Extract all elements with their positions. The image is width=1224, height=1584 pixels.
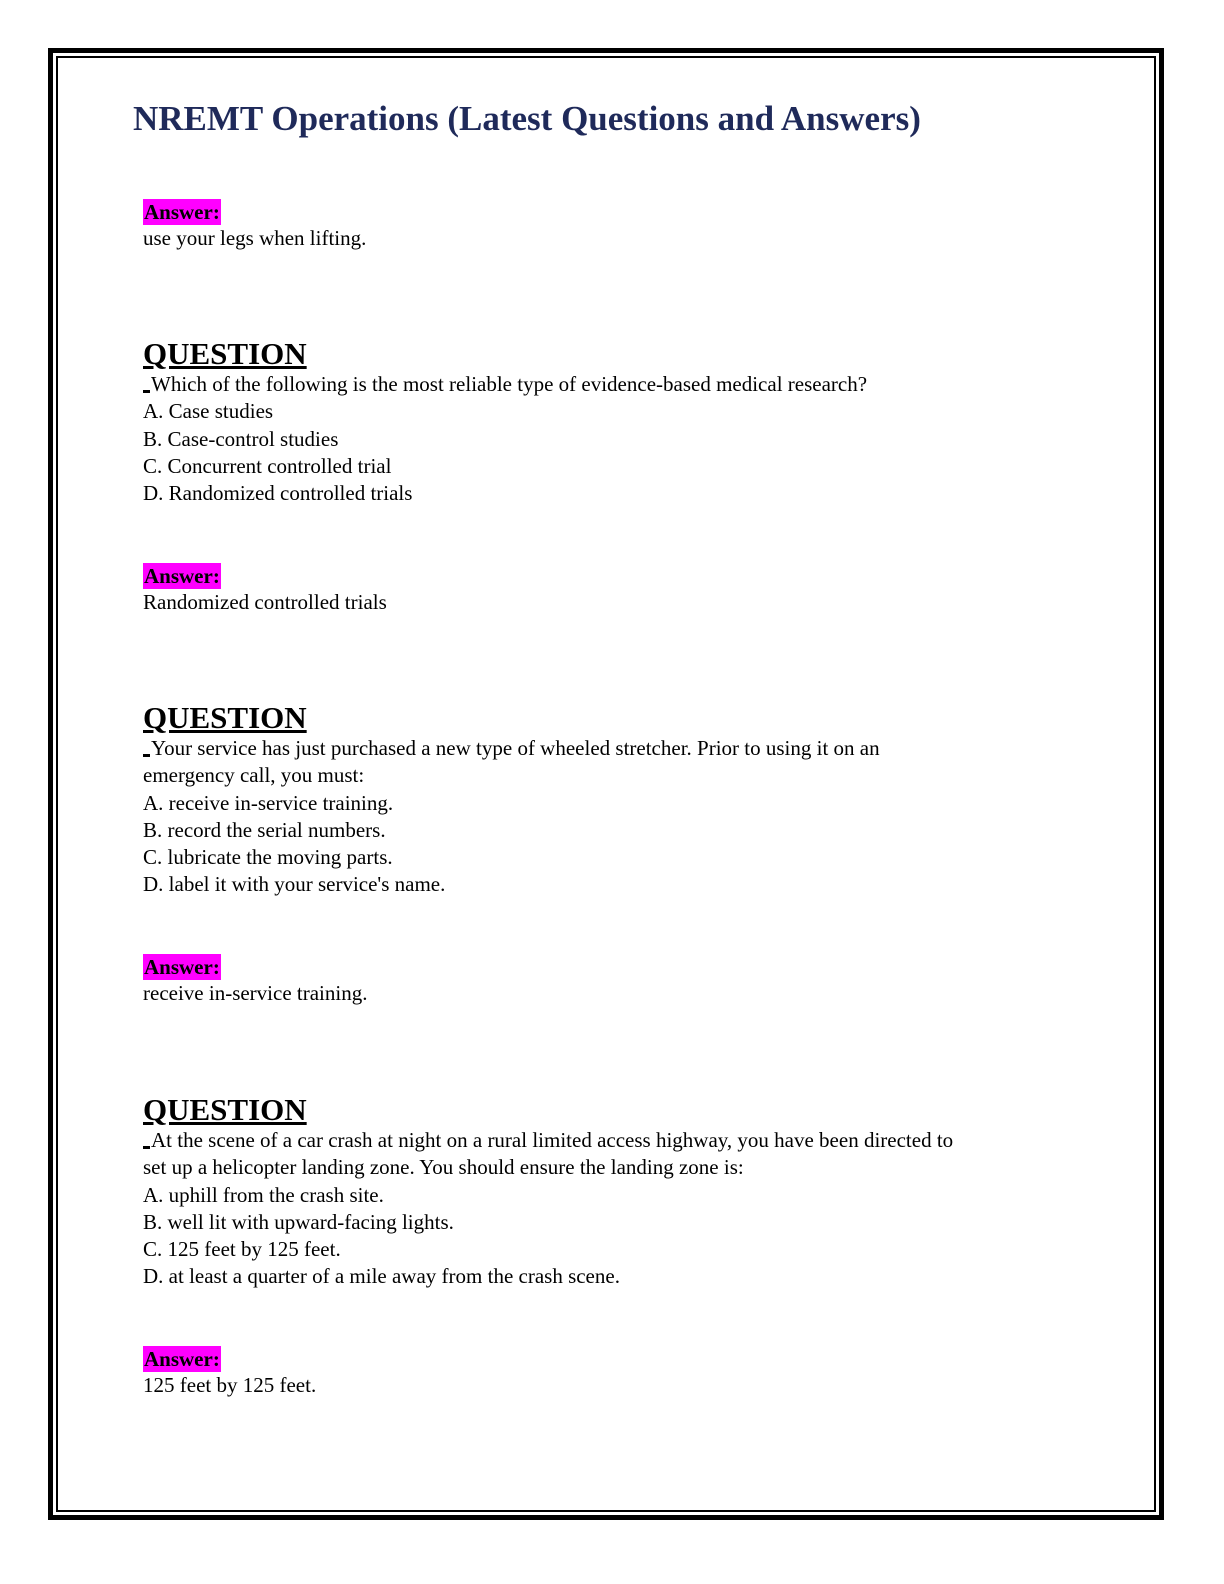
- question-body: [143, 1127, 953, 1291]
- answer-text: receive in-service training.: [143, 981, 368, 1005]
- option-a: A. receive in-service training.: [143, 790, 394, 815]
- question-stem-line: emergency call, you must:: [143, 763, 365, 788]
- option-d: D. at least a quarter of a mile away from the crash scene.: [143, 1264, 620, 1289]
- option-c: C. Concurrent controlled trial: [143, 453, 392, 478]
- option-d: D. Randomized controlled trials: [143, 481, 413, 506]
- answer-block-1: [143, 563, 387, 616]
- question-body: [143, 735, 880, 899]
- option-a: A. uphill from the crash site.: [143, 1182, 384, 1207]
- option-b: B. well lit with upward-facing lights.: [143, 1209, 454, 1234]
- option-c: C. lubricate the moving parts.: [143, 845, 393, 870]
- intro-answer-block: [143, 199, 366, 252]
- question-block-3: [143, 1093, 953, 1291]
- answer-label: Answer:: [144, 955, 220, 979]
- question-marker: [143, 754, 150, 757]
- question-stem-line: set up a helicopter landing zone. You should ensure the landing zone is:: [143, 1155, 744, 1180]
- question-marker: [143, 1146, 150, 1149]
- option-c: C. 125 feet by 125 feet.: [143, 1237, 341, 1262]
- option-d: D. label it with your service's name.: [143, 872, 446, 897]
- question-stem-line: Your service has just purchased a new type of wheeled stretcher. Prior to using it on an: [143, 735, 880, 762]
- answer-block-2: [143, 954, 367, 1007]
- answer-text: Randomized controlled trials: [143, 590, 387, 614]
- question-marker: [143, 390, 150, 393]
- question-block-1: [143, 337, 867, 507]
- answer-label: Answer:: [144, 564, 220, 588]
- question-body: [143, 371, 867, 507]
- answer-block-3: [143, 1346, 316, 1399]
- question-heading: QUESTION: [143, 700, 307, 735]
- answer-text: use your legs when lifting.: [143, 226, 367, 250]
- question-heading: QUESTION: [143, 1092, 307, 1127]
- question-block-2: [143, 701, 880, 899]
- option-a: A. Case studies: [143, 399, 274, 424]
- question-stem-line: Which of the following is the most reliable type of evidence-based medical research?: [143, 371, 867, 398]
- page-title: NREMT Operations (Latest Questions and Answers): [133, 99, 921, 138]
- answer-label: Answer:: [144, 1347, 220, 1371]
- option-b: B. record the serial numbers.: [143, 817, 386, 842]
- answer-text: 125 feet by 125 feet.: [143, 1373, 317, 1397]
- question-heading: QUESTION: [143, 336, 307, 371]
- answer-label: Answer:: [144, 200, 220, 224]
- option-b: B. Case-control studies: [143, 426, 339, 451]
- question-stem-line: At the scene of a car crash at night on a rural limited access highway, you have been directed to: [143, 1127, 953, 1154]
